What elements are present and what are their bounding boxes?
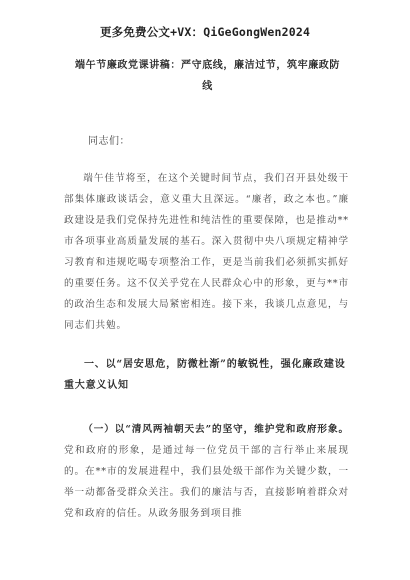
document-title: 端午节廉政党课讲稿：严守底线，廉洁过节，筑牢廉政防线 [75,60,340,92]
subheading-1-1: （一）以“清风两袖朝天去”的坚守，维护党和政府形象。 [83,424,349,435]
section-heading-1: 一、以“居安思危，防微杜渐”的敏锐性，强化廉政建设重大意义认知 [64,359,346,391]
paragraph-section-1-1-text: 党和政府的形象，是通过每一位党员干部的言行举止来展现的。在**市的发展进程中，我们县处级干部作为关键少数，一举一动都备受群众关注。我们的廉洁与否，直接影响着群众对党和政府的信任。从政务服务到项目推 [64,445,349,519]
salutation: 同志们： [88,136,130,147]
paragraph-intro: 端午佳节将至，在这个关键时间节点，我们召开县处级干部集体廉政谈话会，意义重大且深远。“廉者，政之本也。”廉政建设是我们党保持先进性和纯洁性的重要保障，也是推动**市各项事业高质量发展的基石。深入贯彻中央八项规定精神学习教育和违规吃喝专项整治工作，更是当前我们必须抓实抓好的重要任务。这不仅关乎党在人民群众心中的形象，更与**市的政治生态和发展大局紧密相连。接下来，我谈几点意见，与同志们共勉。 [64,173,349,331]
paragraph-section-1-1 [64,419,349,524]
promo-header: 更多免费公文+VX：QiGeGongWen2024 [99,25,311,39]
